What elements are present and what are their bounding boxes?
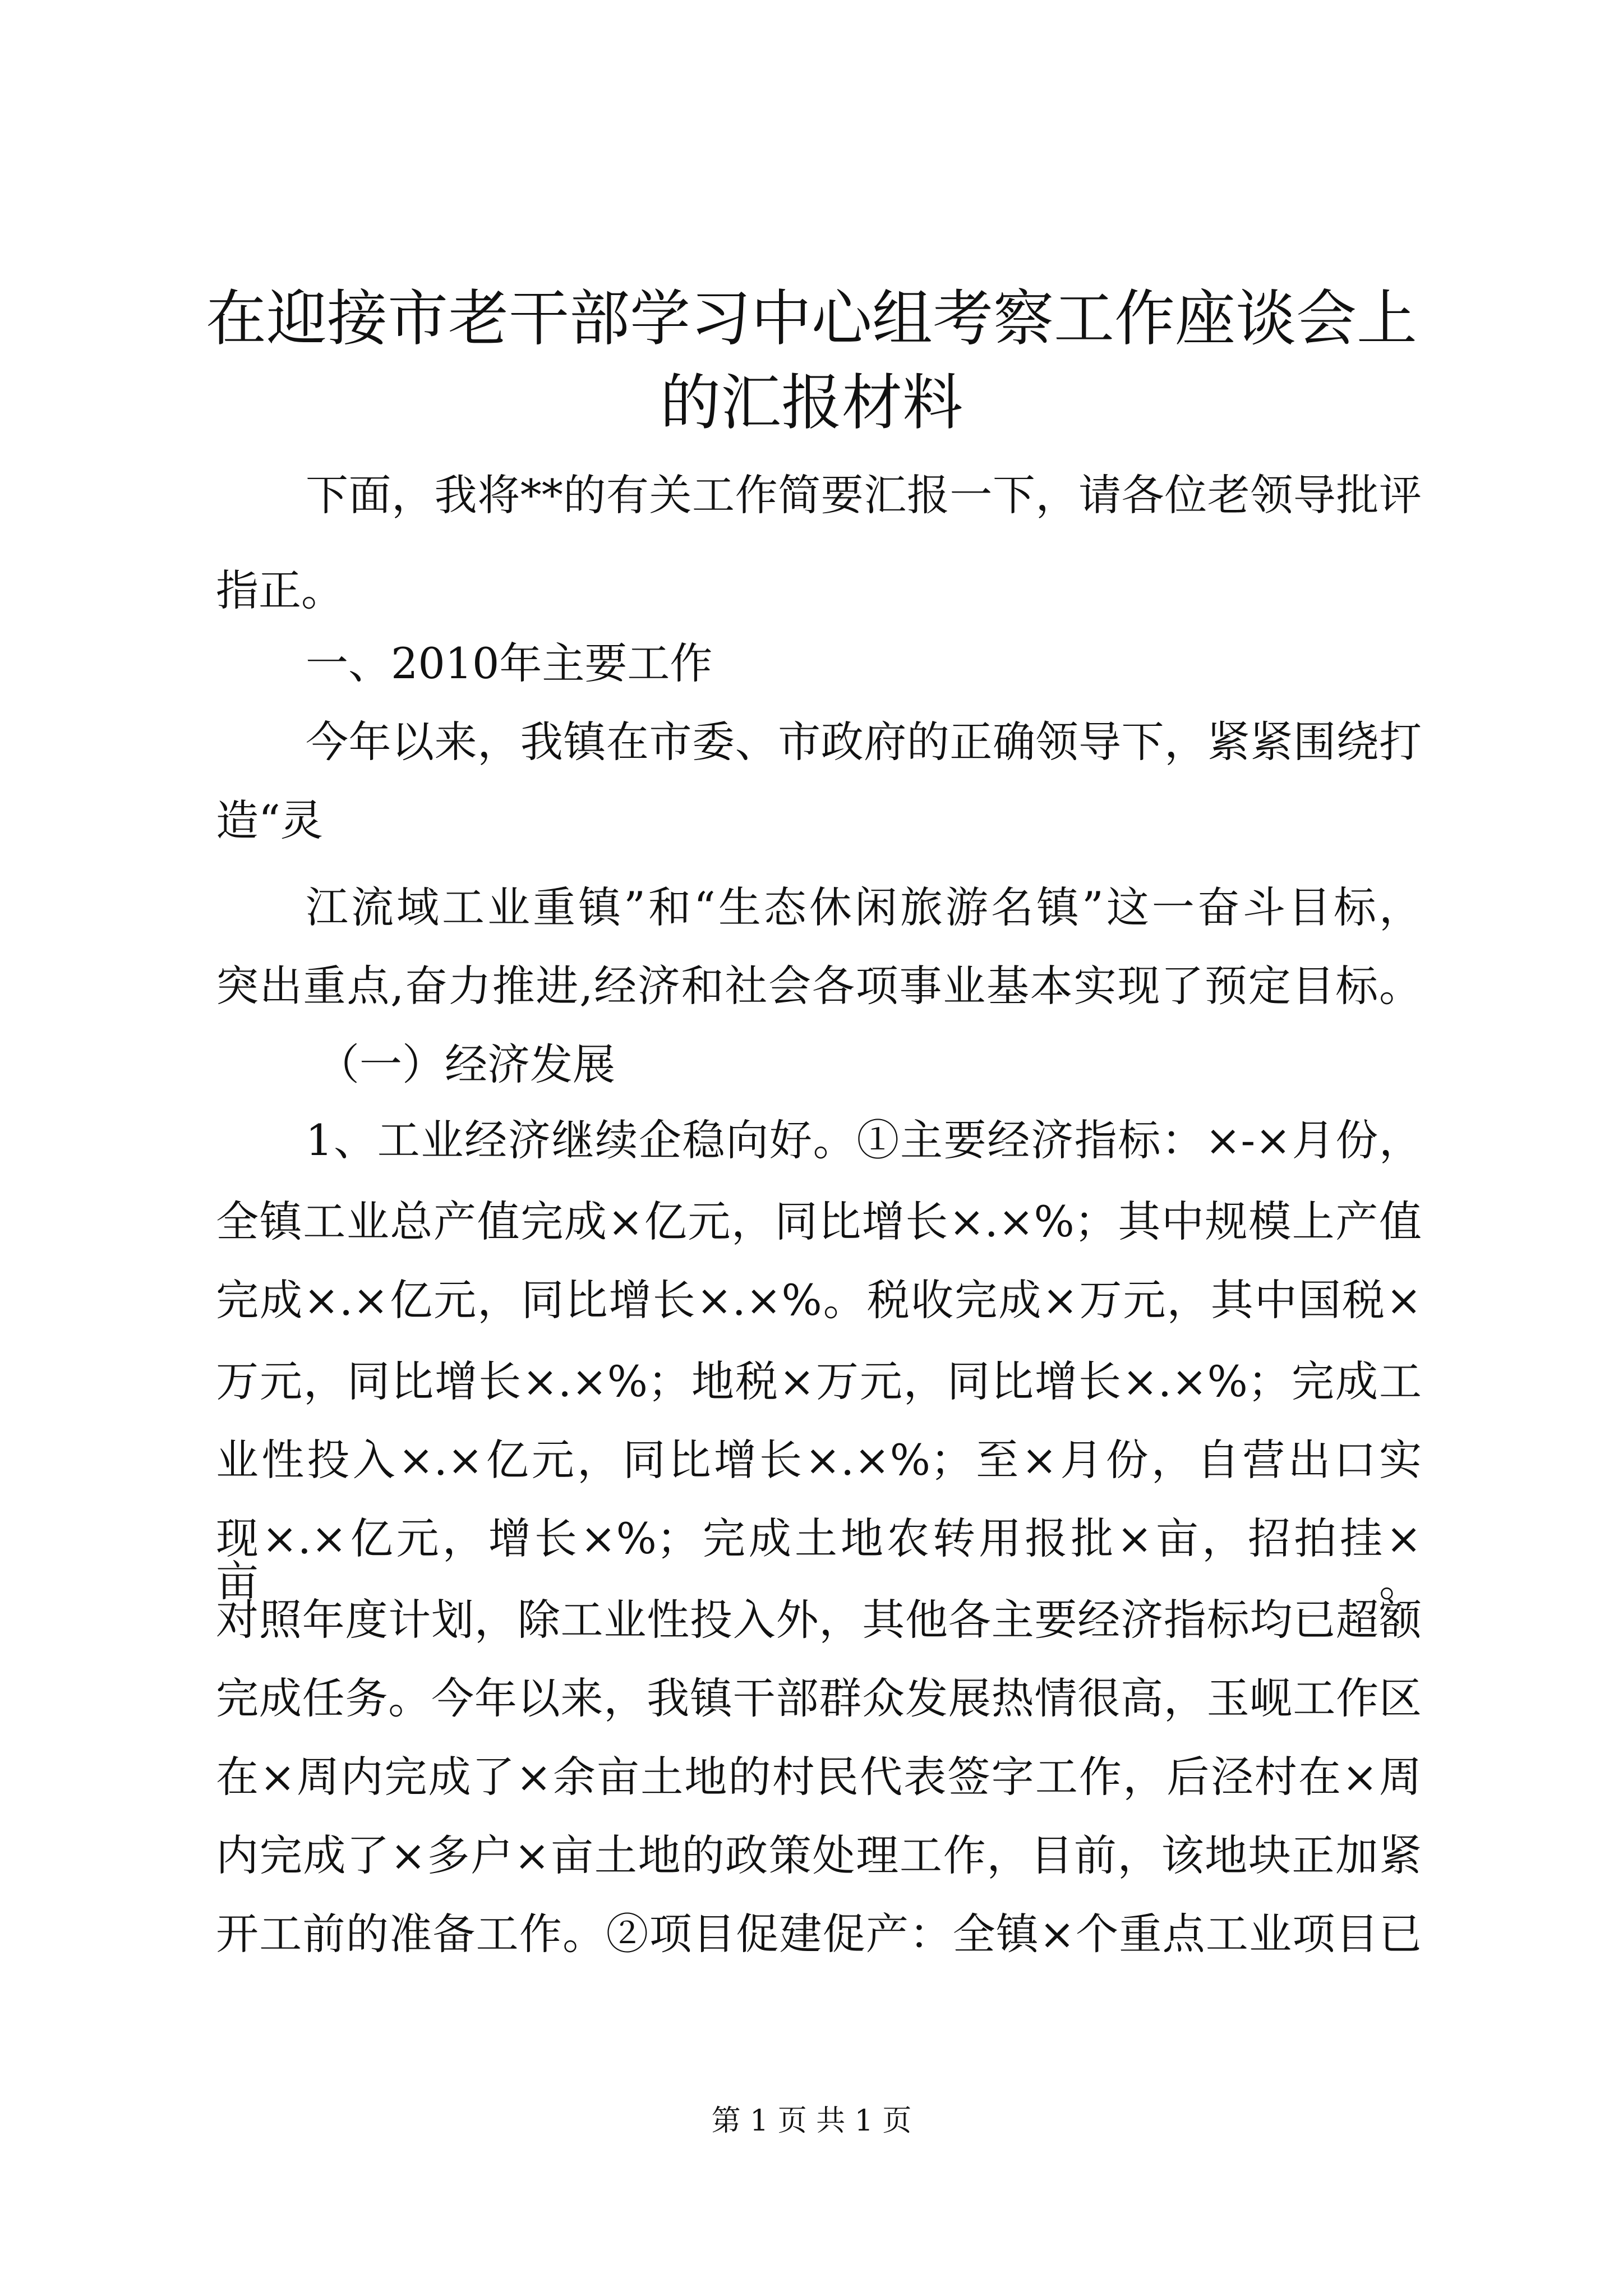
paragraph-line: 完成×.×亿元，同比增长×.×%。税收完成×万元，其中国税× [216,1275,1422,1325]
paragraph-line: 现×.×亿元，增长×%；完成土地农转用报批×亩，招拍挂×亩。 [216,1513,1422,1606]
paragraph-line: 在×周内完成了×余亩土地的村民代表签字工作，后泾村在×周 [216,1752,1422,1802]
paragraph-line: 业性投入×.×亿元，同比增长×.×%；至×月份，自营出口实 [216,1435,1422,1485]
document-title-line-1: 在迎接市老干部学习中心组考察工作座谈会上 [205,284,1417,354]
paragraph-line: 完成任务。今年以来，我镇干部群众发展热情很高，玉岘工作区 [216,1673,1422,1723]
paragraph-line: 突出重点,奋力推进,经济和社会各项事业基本实现了预定目标。 [216,961,1422,1011]
paragraph-line: 全镇工业总产值完成×亿元，同比增长×.×%；其中规模上产值 [216,1197,1422,1246]
paragraph-line: 开工前的准备工作。②项目促建促产：全镇×个重点工业项目已 [216,1909,1422,1959]
paragraph-line: （一）经济发展 [317,1039,615,1089]
paragraph-line: 对照年度计划，除工业性投入外，其他各主要经济指标均已超额 [216,1595,1422,1645]
paragraph-line: 下面，我将**的有关工作简要汇报一下，请各位老领导批评 [306,470,1422,520]
paragraph-line: 今年以来，我镇在市委、市政府的正确领导下，紧紧围绕打 [306,717,1422,767]
paragraph-line: 1、工业经济继续企稳向好。①主要经济指标：×-×月份， [306,1115,1422,1165]
paragraph-line: 一、2010年主要工作 [306,638,713,688]
document-title-line-2: 的汇报材料 [660,368,963,438]
paragraph-line: 江流域工业重镇”和“生态休闲旅游名镇”这一奋斗目标， [306,882,1422,932]
paragraph-line: 万元，同比增长×.×%；地税×万元，同比增长×.×%；完成工 [216,1356,1422,1406]
paragraph-line: 造“灵 [216,795,323,845]
paragraph-line: 内完成了×多户×亩土地的政策处理工作，目前，该地块正加紧 [216,1830,1422,1880]
paragraph-line: 指正。 [216,565,344,615]
page-number-footer: 第 1 页 共 1 页 [711,2104,912,2138]
